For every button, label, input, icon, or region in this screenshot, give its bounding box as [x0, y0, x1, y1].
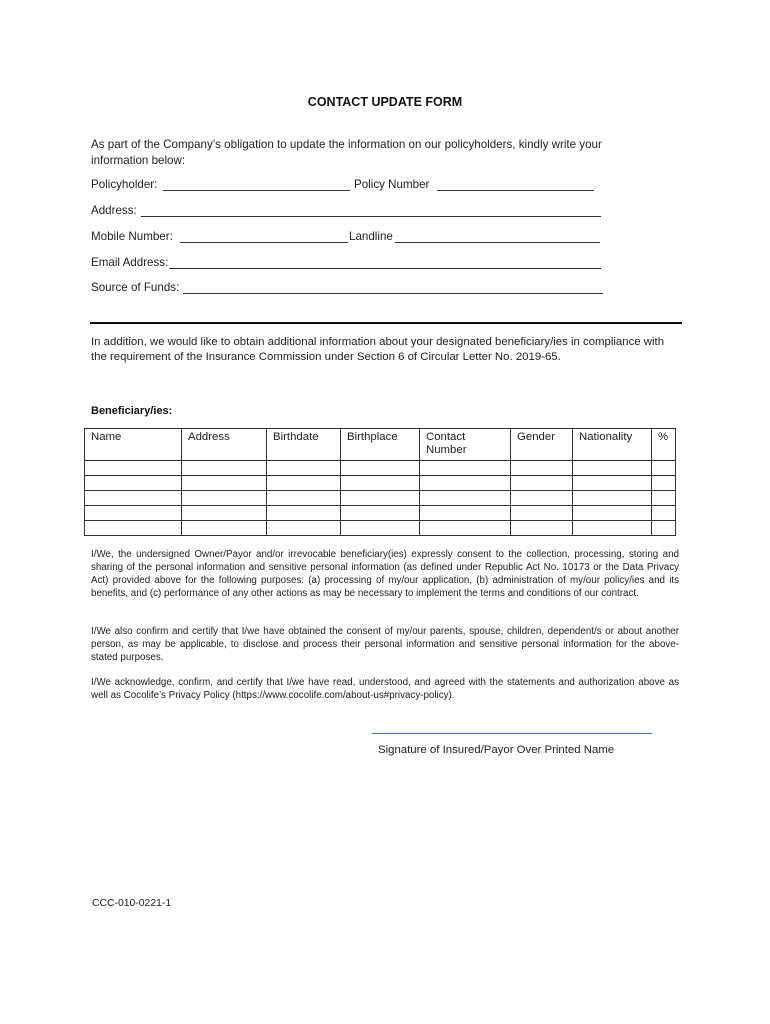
column-header-contact-number: Contact Number	[420, 429, 511, 461]
consent-paragraph-2: I/We also confirm and certify that I/we have obtained the consent of my/our parents, spouse, children, dependent/s or about another person, as may be applicable, to disclose and process their personal information and sensitive personal information for the above-stated purposes.	[91, 626, 679, 663]
table-cell[interactable]	[420, 491, 511, 506]
table-cell[interactable]	[652, 461, 676, 476]
source-of-funds-label: Source of Funds:	[91, 281, 180, 294]
landline-field[interactable]	[395, 232, 600, 243]
column-header-percent: %	[652, 429, 676, 461]
table-row	[85, 476, 676, 491]
table-cell[interactable]	[652, 491, 676, 506]
table-cell[interactable]	[420, 521, 511, 536]
table-cell[interactable]	[511, 521, 573, 536]
table-cell[interactable]	[511, 461, 573, 476]
table-cell[interactable]	[267, 476, 341, 491]
table-row	[85, 521, 676, 536]
landline-label: Landline	[349, 230, 393, 243]
intro-text: As part of the Company’s obligation to update the information on our policyholders, kindly write your information below:	[91, 138, 602, 167]
column-header-gender: Gender	[511, 429, 573, 461]
consent-paragraph-3: I/We acknowledge, confirm, and certify that I/we have read, understood, and agreed with the statements and authorization above as well as Cocolife’s Privacy Policy (https://www.cocolife.com/about-us#privacy-policy).	[91, 677, 679, 701]
policy-number-field[interactable]	[437, 180, 594, 191]
policyholder-label: Policyholder:	[91, 178, 158, 191]
table-cell[interactable]	[573, 491, 652, 506]
table-row	[85, 491, 676, 506]
form-title: CONTACT UPDATE FORM	[307, 95, 463, 109]
table-cell[interactable]	[267, 521, 341, 536]
table-cell[interactable]	[511, 506, 573, 521]
column-header-address: Address	[182, 429, 267, 461]
table-cell[interactable]	[267, 461, 341, 476]
table-cell[interactable]	[652, 476, 676, 491]
table-cell[interactable]	[341, 521, 420, 536]
table-cell[interactable]	[341, 461, 420, 476]
signature-caption: Signature of Insured/Payor Over Printed Name	[378, 744, 615, 756]
column-header-birthdate: Birthdate	[267, 429, 341, 461]
table-cell[interactable]	[573, 476, 652, 491]
column-header-nationality: Nationality	[573, 429, 652, 461]
mobile-number-label: Mobile Number:	[91, 230, 173, 243]
table-cell[interactable]	[341, 476, 420, 491]
table-cell[interactable]	[182, 461, 267, 476]
table-cell[interactable]	[420, 476, 511, 491]
table-cell[interactable]	[511, 476, 573, 491]
table-cell[interactable]	[652, 521, 676, 536]
table-cell[interactable]	[85, 491, 182, 506]
table-row	[85, 461, 676, 476]
beneficiaries-label: Beneficiary/ies:	[91, 405, 173, 417]
table-cell[interactable]	[573, 506, 652, 521]
source-of-funds-field[interactable]	[183, 283, 603, 294]
section-divider	[90, 322, 682, 324]
table-cell[interactable]	[420, 461, 511, 476]
mobile-number-field[interactable]	[180, 232, 348, 243]
table-cell[interactable]	[182, 521, 267, 536]
table-cell[interactable]	[652, 506, 676, 521]
consent-paragraph-1: I/We, the undersigned Owner/Payor and/or irrevocable beneficiary(ies) expressly consent to the collection, processing, storing and sharing of the personal information and sensitive personal information (as defined under Republic Act No. 10173 or the Data Privacy Act) provided above for the following purposes: (a) processing of my/our application, (b) administration of my/our policy/ies and its benefits, and (c) performance of any other actions as may be necessary to implement the terms and conditions of our contract.	[91, 549, 679, 599]
additional-info-text: In addition, we would like to obtain additional information about your designated beneficiary/ies in compliance with the requirement of the Insurance Commission under Section 6 of Circular Letter No. 2019-65.	[91, 336, 665, 363]
table-header-row	[85, 429, 676, 461]
table-cell[interactable]	[341, 506, 420, 521]
table-cell[interactable]	[85, 461, 182, 476]
address-field[interactable]	[141, 206, 601, 217]
table-cell[interactable]	[182, 476, 267, 491]
table-cell[interactable]	[182, 491, 267, 506]
signature-line[interactable]	[372, 733, 652, 734]
table-cell[interactable]	[267, 491, 341, 506]
table-cell[interactable]	[573, 521, 652, 536]
policyholder-field[interactable]	[163, 180, 350, 191]
table-cell[interactable]	[182, 506, 267, 521]
beneficiaries-table	[84, 428, 676, 536]
column-header-name: Name	[85, 429, 182, 461]
table-cell[interactable]	[420, 506, 511, 521]
address-label: Address:	[91, 204, 137, 217]
policy-number-label: Policy Number	[354, 178, 430, 191]
table-cell[interactable]	[341, 491, 420, 506]
table-cell[interactable]	[511, 491, 573, 506]
table-cell[interactable]	[85, 506, 182, 521]
document-code: CCC-010-0221-1	[92, 898, 172, 909]
table-cell[interactable]	[573, 461, 652, 476]
email-field[interactable]	[169, 258, 601, 269]
table-cell[interactable]	[267, 506, 341, 521]
table-cell[interactable]	[85, 521, 182, 536]
table-row	[85, 506, 676, 521]
column-header-birthplace: Birthplace	[341, 429, 420, 461]
email-label: Email Address:	[91, 256, 169, 269]
table-cell[interactable]	[85, 476, 182, 491]
